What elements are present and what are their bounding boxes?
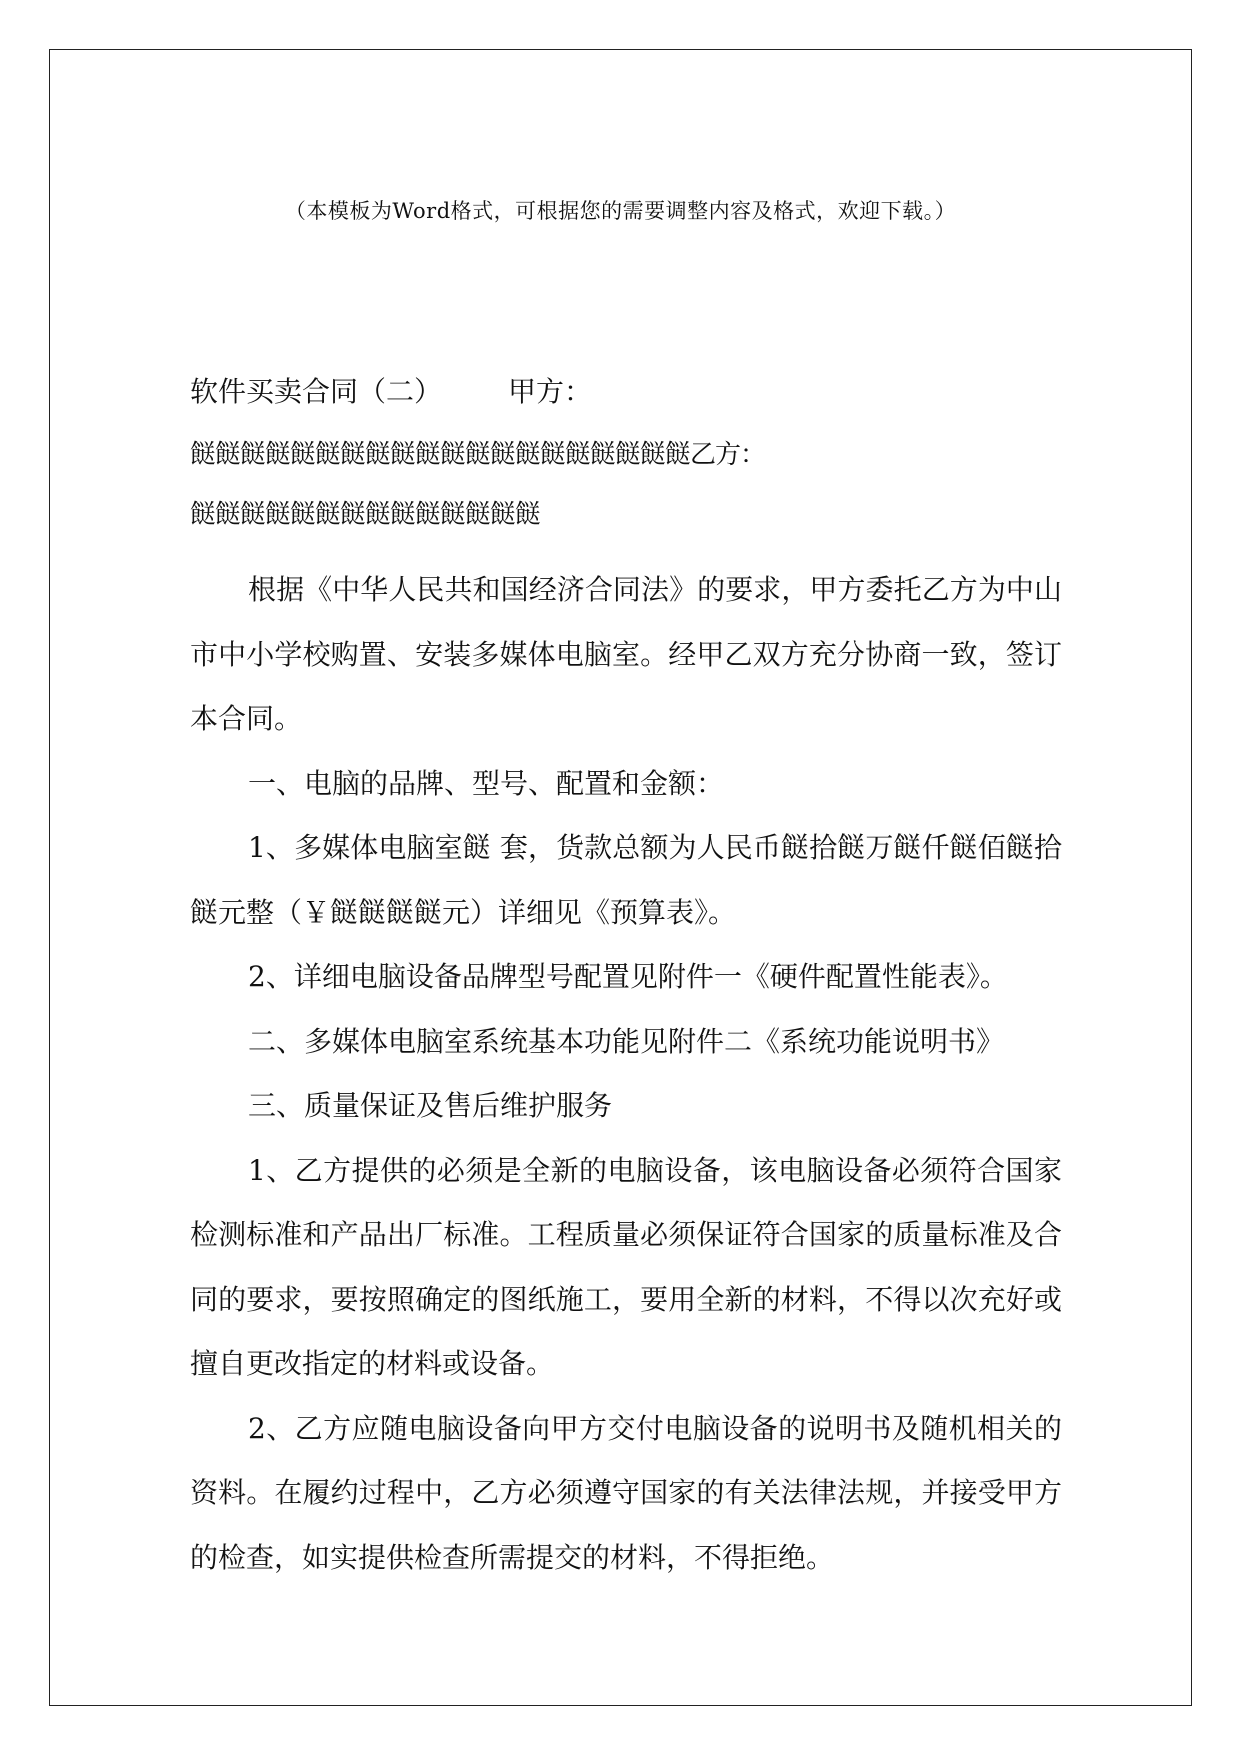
party-a-fill: 餸餸餸餸餸餸餸餸餸餸餸餸餸餸餸餸餸餸餸餸 [190, 440, 691, 470]
section-heading: 三、质量保证及售后维护服务 [248, 1089, 613, 1122]
template-notice: （本模板为Word格式，可根据您的需要调整内容及格式，欢迎下载。） [284, 199, 957, 223]
party-a-line [190, 434, 765, 471]
paragraph: 2、详细电脑设备品牌型号配置见附件一《硬件配置性能表》。 [248, 960, 1008, 993]
contract-title: 软件买卖合同（二） [190, 375, 443, 408]
section-heading: 一、电脑的品牌、型号、配置和金额： [248, 766, 725, 800]
party-b-line [190, 494, 540, 531]
paragraph: 1、多媒体电脑室餸 套，货款总额为人民币餸拾餸万餸仟餸佰餸拾餸元整（￥餸餸餸餸元）详细见《预算表》。 [190, 831, 1062, 929]
section-heading: 二、多媒体电脑室系统基本功能见附件二《系统功能说明书》 [248, 1024, 1005, 1058]
contract-title-line [190, 370, 592, 410]
paragraph: 1、乙方提供的必须是全新的电脑设备，该电脑设备必须符合国家检测标准和产品出厂标准。工程质量必须保证符合国家的质量标准及合同的要求，要按照确定的图纸施工，要用全新的材料，不得以次充好或擅自更改指定的材料或设备。 [190, 1153, 1062, 1380]
party-b-label: 乙方： [690, 440, 766, 470]
party-a-label: 甲方： [508, 375, 593, 408]
paragraph: 根据《中华人民共和国经济合同法》的要求，甲方委托乙方为中山市中小学校购置、安装多媒体电脑室。经甲乙双方充分协商一致，签订本合同。 [190, 573, 1062, 735]
paragraph: 2、乙方应随电脑设备向甲方交付电脑设备的说明书及随机相关的资料。在履约过程中，乙方必须遵守国家的有关法律法规，并接受甲方的检查，如实提供检查所需提交的材料，不得拒绝。 [190, 1411, 1062, 1574]
party-b-fill: 餸餸餸餸餸餸餸餸餸餸餸餸餸餸 [190, 500, 541, 530]
contract-body [190, 558, 1062, 1590]
